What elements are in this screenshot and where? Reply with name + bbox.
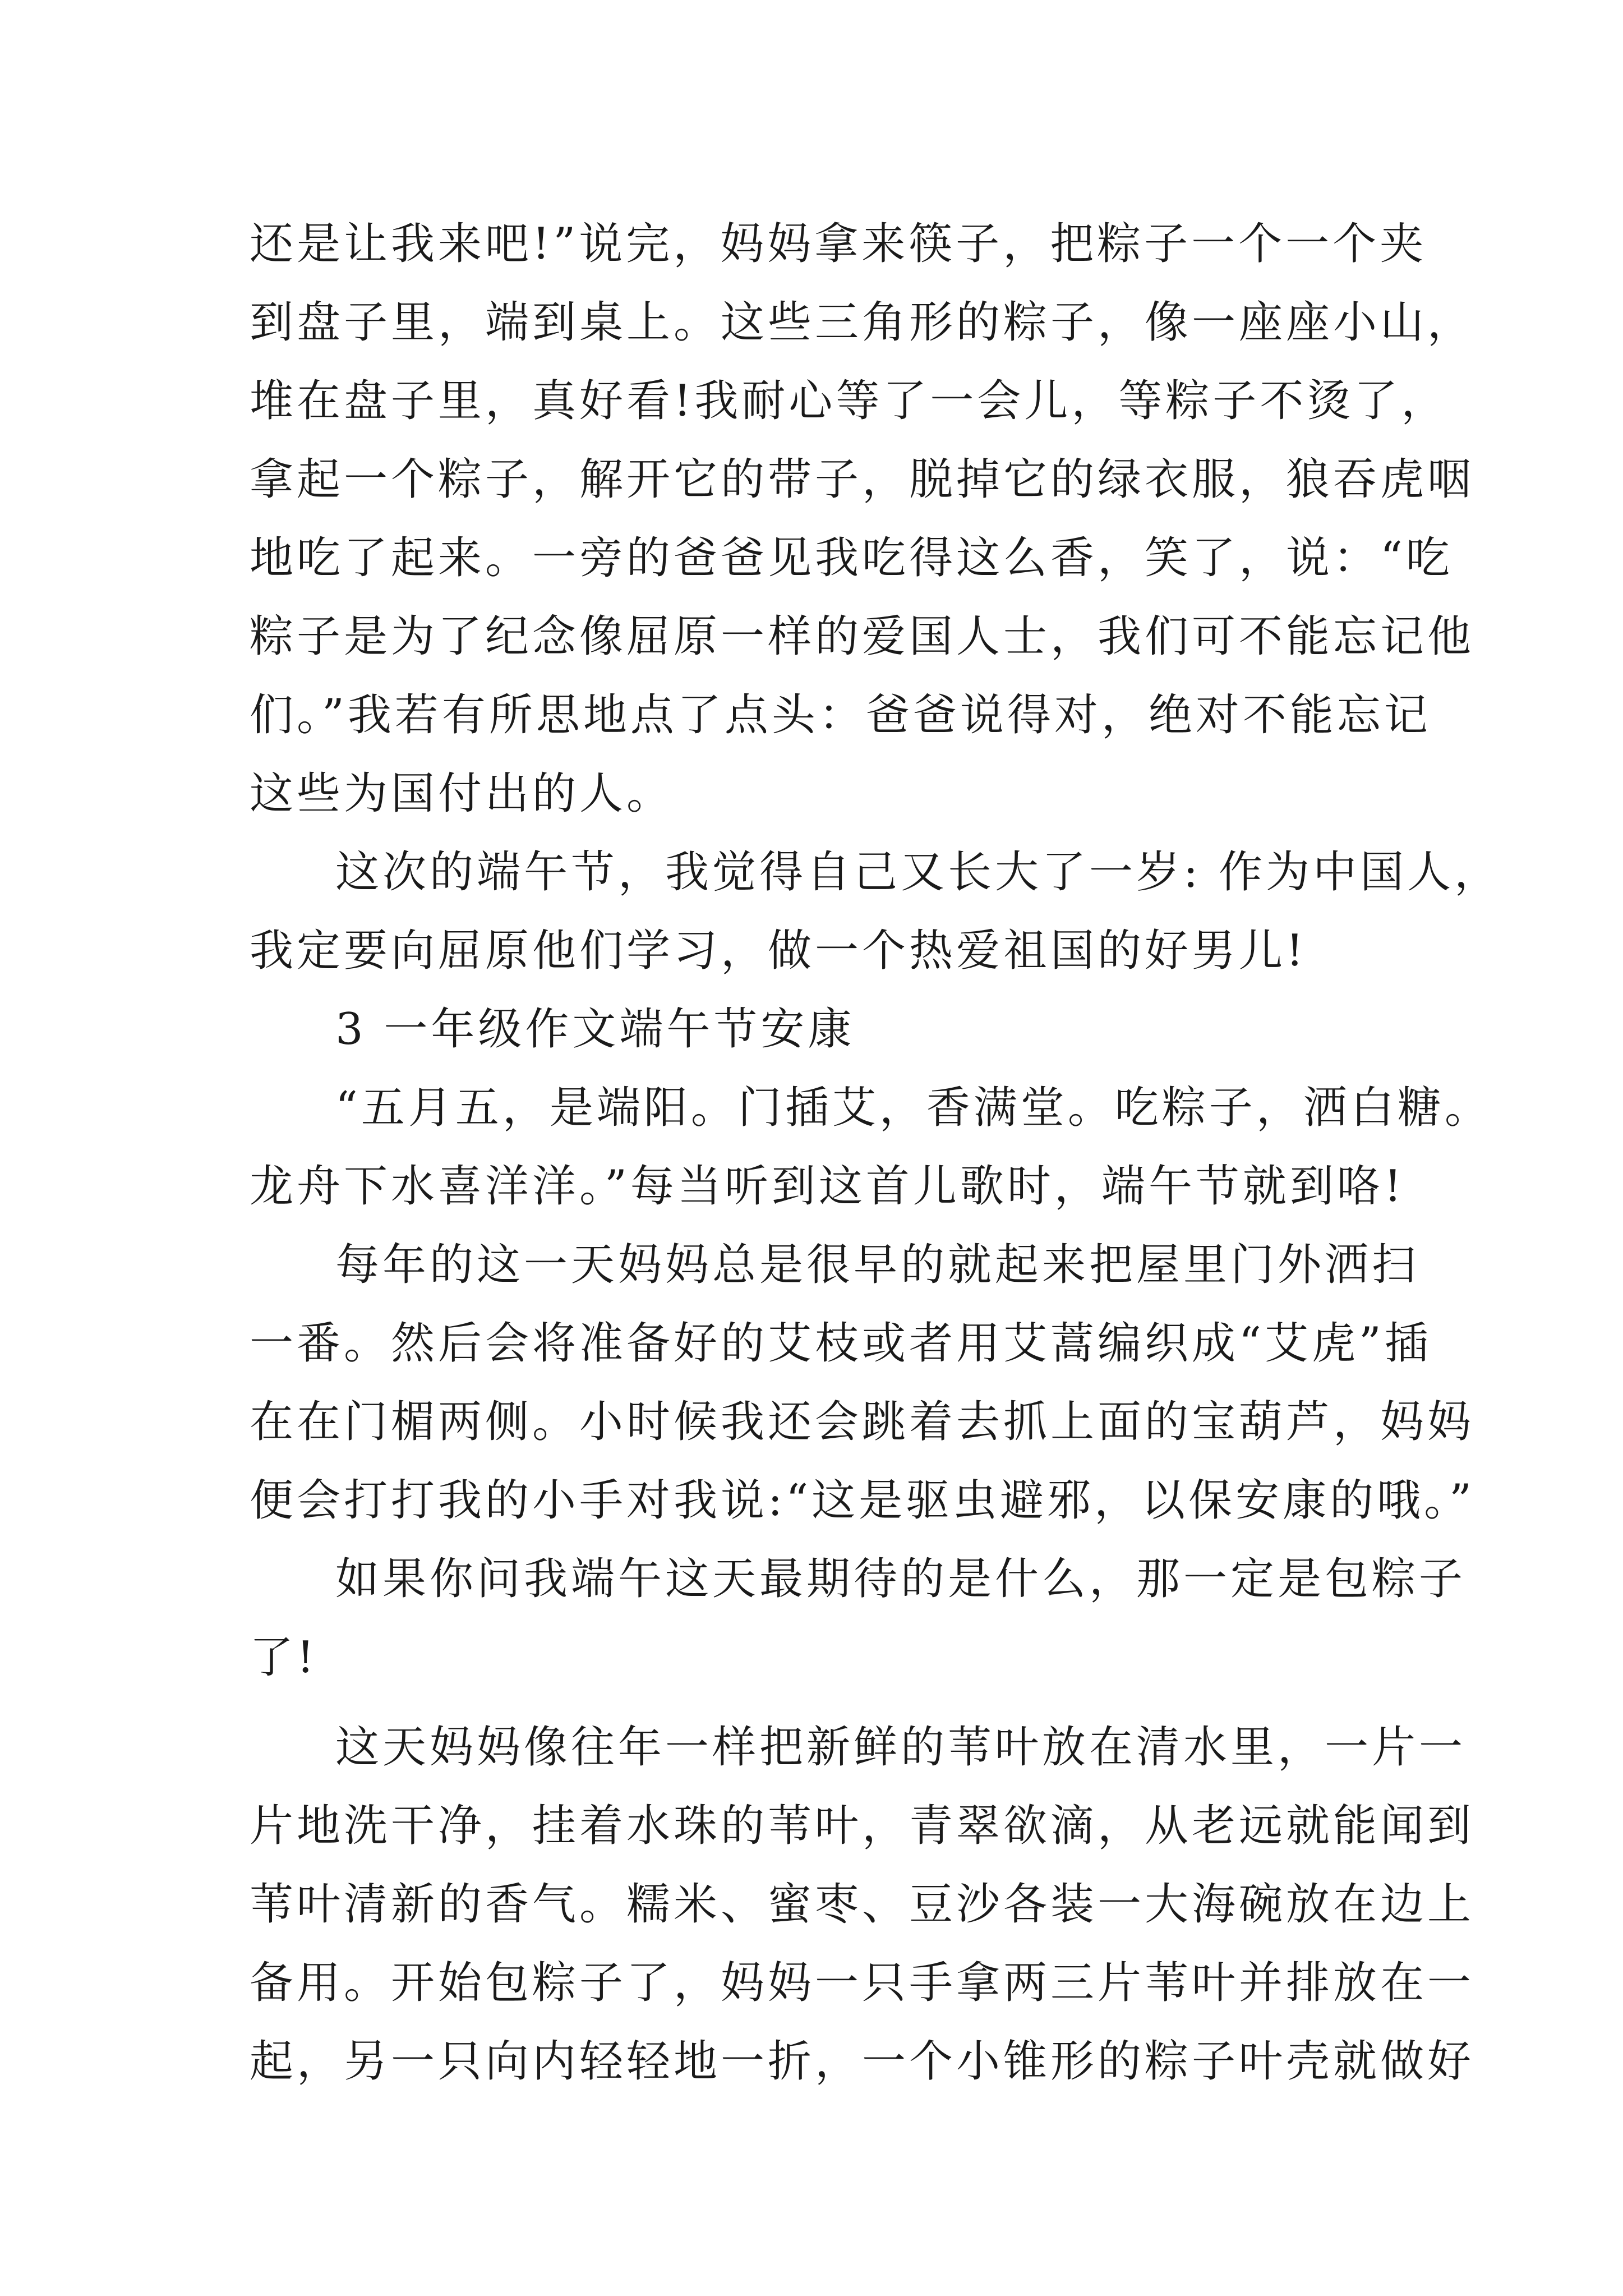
- paragraph-first-line: 这天妈妈像往年一样把新鲜的苇叶放在清水里，一片一: [335, 1722, 1467, 1773]
- text-line: 龙舟下水喜洋洋。”每当听到这首儿歌时，端午节就到咯!: [250, 1161, 1405, 1212]
- text-line: 片地洗干净，挂着水珠的苇叶，青翠欲滴，从老远就能闻到: [250, 1801, 1475, 1851]
- text-line: 们。”我若有所思地点了点头：爸爸说得对，绝对不能忘记: [250, 690, 1431, 740]
- text-line: 了!: [250, 1632, 318, 1683]
- text-line: 备用。开始包粽子了，妈妈一只手拿两三片苇叶并排放在一: [250, 1958, 1475, 2008]
- paragraph-first-line: 每年的这一天妈妈总是很早的就起来把屋里门外洒扫: [335, 1240, 1419, 1290]
- text-line: 粽子是为了纪念像屈原一样的爱国人士，我们可不能忘记他: [250, 611, 1475, 662]
- paragraph-first-line: 如果你问我端午这天最期待的是什么，那一定是包粽子: [335, 1554, 1467, 1604]
- text-line: 起，另一只向内轻轻地一折，一个小锥形的粽子叶壳就做好: [250, 2036, 1475, 2087]
- section-heading: 3 一年级作文端午节安康: [335, 1004, 855, 1055]
- text-line: 到盘子里，端到桌上。这些三角形的粽子，像一座座小山，: [250, 297, 1475, 348]
- text-line: 这些为国付出的人。: [250, 769, 674, 819]
- paragraph-first-line: 这次的端午节，我觉得自己又长大了一岁: 作为中国人，: [335, 847, 1502, 898]
- text-line: 便会打打我的小手对我说:“这是驱虫避邪，以保安康的哦。”: [250, 1475, 1476, 1526]
- text-line: 苇叶清新的香气。糯米、蜜枣、豆沙各装一大海碗放在边上: [250, 1879, 1475, 1930]
- paragraph-first-line: “五月五，是端阳。门插艾，香满堂。吃粽子，洒白糖。: [335, 1083, 1492, 1133]
- text-line: 一番。然后会将准备好的艾枝或者用艾蒿编织成“艾虎”插: [250, 1318, 1432, 1369]
- text-line: 我定要向屈原他们学习，做一个热爱祖国的好男儿!: [250, 926, 1307, 976]
- text-line: 堆在盘子里，真好看!我耐心等了一会儿，等粽子不烫了，: [250, 376, 1449, 426]
- text-line: 拿起一个粽子，解开它的带子，脱掉它的绿衣服，狼吞虎咽: [250, 454, 1475, 505]
- text-line: 还是让我来吧!”说完，妈妈拿来筷子，把粽子一个一个夹: [250, 219, 1427, 269]
- text-line: 在在门楣两侧。小时候我还会跳着去抓上面的宝葫芦，妈妈: [250, 1397, 1475, 1447]
- text-line: 地吃了起来。一旁的爸爸见我吃得这么香，笑了，说：“吃: [250, 533, 1453, 583]
